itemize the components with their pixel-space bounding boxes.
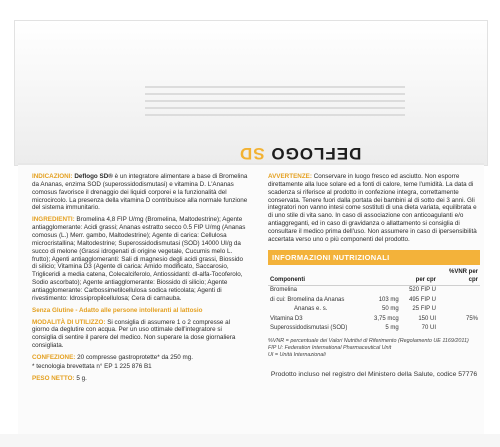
row-name: di cui: Bromelina da Ananas (270, 296, 345, 303)
bottom-edge (0, 434, 500, 447)
top-flap (14, 20, 488, 166)
row-amount: 50 mg (382, 306, 399, 313)
note-ui: UI = Unità Internazionali (268, 351, 326, 358)
row-unit: 520 FIP U (409, 287, 436, 294)
confezione-text: 20 compresse gastroprotette* da 250 mg. (75, 354, 193, 362)
avvertenze-paragraph (268, 173, 480, 244)
table-row (268, 286, 480, 296)
col-componenti: Componenti (268, 268, 366, 286)
row-name: Ananas e. s. (294, 306, 328, 313)
avvertenze-label: AVVERTENZE: (268, 173, 312, 180)
row-name: Superossidodismutasi (SOD) (270, 325, 348, 332)
left-column (32, 173, 248, 387)
nutrition-header-row (268, 268, 480, 286)
right-column (268, 173, 480, 379)
modalita-text: Si consiglia di assumere 1 o 2 compresse al giorno da deglutire con acqua. Per un uso ottimale dell'integratore si consiglia di sentire il parere del medico. Non superare la dose giornaliera consigliata. (32, 318, 236, 350)
row-amount: 103 mg (378, 296, 399, 303)
row-unit: 25 FIP U (412, 306, 436, 313)
senza-glutine-note: Senza Glutine - Adatto alle persone intolleranti al lattosio (32, 306, 203, 314)
nutrition-notes (268, 338, 480, 359)
avvertenze-text: Conservare in luogo fresco ed asciutto. Non esporre direttamente alla luce solare ed a fonti di calore, teme l'umidità. La data di scadenza si riferisce al prodotto in confezione integra, correttamente conservata. Tenere fuori dalla portata dei bambini al di sotto dei 3 anni. Gli integratori non vanno intesi come sostituti di una dieta variata, equilibrata e di uno stile di vita sano. In caso di associazione con anticoagulanti e/o antiaggreganti, ed in caso di gravidanza o allattamento si consiglia di consultare il medico prima dell'uso. Non assumere in caso di ipersensibilità accertata verso uno o più componenti del prodotto. (268, 173, 477, 243)
ingredienti-paragraph (32, 216, 248, 302)
flap-brand-name: DEFLOGO (270, 144, 362, 163)
note-vnr: %VNR = percentuale dei Valori Nutritivi di Riferimento (Regolamento UE 1169/2011) (268, 337, 469, 344)
ingredienti-text: Bromelina 4,8 FIP U/mg (Bromelina, Maltodestrine); Agente antiagglomerante: Acidi grassi; Ananas estratto secco 0.5 FIP U/mg (Ananas comosus (L.) Merr. gambo, Maltodestrine); Agente di carica: Cellulosa microcristallina; Maltodestrine; Superossidodismutasi (SOD) 14000 UI/g da succo di melone (Grassi idrogenati di origine vegetale, Cucumis melo L. frutto); Agenti antiagglomeranti: Sali di magnesio degli acidi grassi, Biossido di silicio; Vitamina D3 (Agente di carica: Amido modificato, Saccarosio, Trigliceridi a media catena, Colecalciferolo, Antiossidanti: dl-alfa-Tocoferolo, Sodio ascorbato); Agente antiagglomerante: Biossido di silicio; Agente antiagglomerante: Carbossimetilcellulosa sodica reticolata; Agenti di rivestimento: Idrossipropilcellulosa; Cera di carnauba. (32, 216, 246, 302)
table-row (268, 305, 480, 315)
row-amount (366, 286, 401, 296)
note-fip: FIP U: Federation International Pharmaceutical Unit (268, 344, 392, 351)
nutrition-title: INFORMAZIONI NUTRIZIONALI (268, 250, 480, 265)
peso-text: 5 g. (74, 374, 87, 382)
confezione-label: CONFEZIONE: (32, 354, 76, 362)
modalita-label: MODALITÀ DI UTILIZZO: (32, 318, 106, 326)
row-name: Bromelina (270, 287, 298, 294)
ingredienti-label: INGREDIENTI: (32, 216, 75, 224)
row-unit: 495 FIP U (409, 296, 436, 303)
indicazioni-text: è un integratore alimentare a base di Bromelina da Ananas, enzima SOD (superossidodismutasi) e vitamina D. L'Ananas comosus favorisce il drenaggio dei liquidi corporei e la funzionalità del microcircolo. La presenza della vitamina D contribuisce alla normale funzione del sistema immunitario. (32, 173, 248, 212)
row-amount: 5 mg (385, 325, 399, 332)
modalita-paragraph (32, 319, 248, 350)
flap-brand-suffix: SD (239, 144, 265, 163)
col-per-cpr: per cpr (366, 268, 438, 286)
peso-paragraph (32, 375, 248, 383)
peso-label: PESO NETTO: (32, 374, 75, 382)
flap-brand-logo (239, 143, 361, 163)
row-name: Vitamina D3 (270, 315, 303, 322)
row-unit: 70 UI (421, 325, 436, 332)
tecnologia-note: * tecnologia brevettata n° EP 1 225 876 B1 (32, 362, 152, 370)
nutrition-table (268, 268, 480, 334)
row-vnr (438, 286, 480, 296)
flap-mirrored-text (145, 81, 405, 121)
table-row (268, 324, 480, 334)
label-panel (18, 163, 484, 436)
row-vnr (438, 305, 480, 315)
row-unit: 150 UI (418, 315, 436, 322)
confezione-paragraph (32, 354, 248, 362)
row-vnr (438, 324, 480, 334)
indicazioni-label: INDICAZIONI: (32, 173, 73, 180)
row-vnr: 75% (465, 315, 478, 322)
row-amount: 3,75 mcg (374, 315, 399, 322)
indicazioni-paragraph (32, 173, 248, 212)
row-vnr (438, 296, 480, 306)
table-row (268, 296, 480, 306)
indicazioni-brand: Deflogo SD® (74, 173, 113, 180)
registro-note: Prodotto incluso nel registro del Ministero della Salute, codice 57776 (270, 370, 478, 378)
col-vnr: %VNR per cpr (438, 268, 480, 286)
table-row (268, 315, 480, 325)
